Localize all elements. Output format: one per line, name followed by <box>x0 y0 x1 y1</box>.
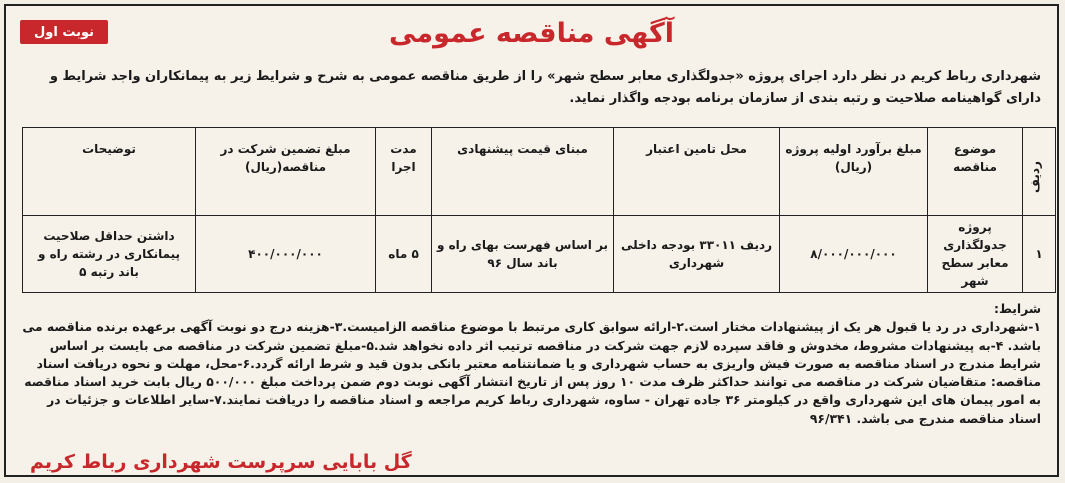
signature: گل بابایی سرپرست شهرداری رباط کریم <box>30 451 412 473</box>
header-guarantee: مبلغ تضمین شرکت در مناقصه(ریال) <box>196 128 376 216</box>
cell-guarantee: ۴۰۰/۰۰۰/۰۰۰ <box>196 216 376 293</box>
intro-paragraph: شهرداری رباط کریم در نظر دارد اجرای پروژه «جدولگذاری معابر سطح شهر» را از طریق مناقصه عمومی به شرح و شرایط زیر به پیمانکاران واجد شرایط و دارای گواهینامه صلاحیت و رتبه بندی از سازمان برنامه بودجه واگذار نماید. <box>49 69 1041 106</box>
notice-title: آگهی مناقصه عمومی <box>389 18 674 49</box>
table-header-row <box>23 128 1056 216</box>
header-funding: محل تامین اعتبار <box>614 128 780 216</box>
conditions-heading: شرایط: <box>993 301 1041 316</box>
cell-price-basis: بر اساس فهرست بهای راه و باند سال ۹۶ <box>432 216 614 293</box>
header-subject: موضوع مناقصه <box>928 128 1023 216</box>
tender-notice <box>4 4 1059 477</box>
cell-subject: پروژه جدولگذاری معابر سطح شهر <box>928 216 1023 293</box>
notice-round-badge: نوبت اول <box>20 20 108 44</box>
cell-notes: داشتن حداقل صلاحیت پیمانکاری در رشته راه و باند رتبه ۵ <box>23 216 196 293</box>
cell-funding: ردیف ۳۳۰۱۱ بودجه داخلی شهرداری <box>614 216 780 293</box>
conditions-section <box>22 300 1041 428</box>
tender-table <box>22 127 1056 293</box>
table-row <box>23 216 1056 293</box>
conditions-text: ۱-شهرداری در رد یا قبول هر یک از پیشنهادات مختار است.۲-ارائه سوابق کاری مرتبط با موضوع مناقصه الزامیست.۳-هزینه درج دو نوبت آگهی برعهده برنده مناقصه می باشد. ۴-به پیشنهادات مشروط، مخدوش و فاقد سپرده لازم جهت شرکت در مناقصه ترتیب اثر داده نخواهد شد.۵-مبلغ تضمین شرکت در مناقصه می بایست بر اساس شرایط مندرج در اسناد مناقصه به صورت فیش واریزی به حساب شهرداری و یا ضمانتنامه معتبر بانکی بدون قید و شرط ارائه گردد.۶-محل، مهلت و نحوه دریافت اسناد مناقصه: متقاضیان شرکت در مناقصه می توانند حداکثر ظرف مدت ۱۰ روز پس از تاریخ انتشار آگهی نوبت دوم ضمن پرداخت مبلغ ۵۰۰/۰۰۰ ریال بابت خرید اسناد مناقصه به امور پیمان های این شهرداری واقع در کیلومتر ۳۶ جاده تهران - ساوه، شهرداری رباط کریم مراجعه و اسناد مناقصه را دریافت نمایند.۷-سایر اطلاعات و جزئیات در اسناد مناقصه مندرج می باشد. ۹۶/۳۴۱ <box>22 319 1041 426</box>
header-row-number: ردیف <box>1023 128 1056 216</box>
header-notes: توضیحات <box>23 128 196 216</box>
cell-estimate: ۸/۰۰۰/۰۰۰/۰۰۰ <box>780 216 928 293</box>
cell-row-number: ۱ <box>1023 216 1056 293</box>
header-estimate: مبلغ برآورد اولیه پروژه (ریال) <box>780 128 928 216</box>
header-duration: مدت اجرا <box>376 128 432 216</box>
cell-duration: ۵ ماه <box>376 216 432 293</box>
header-price-basis: مبنای قیمت پیشنهادی <box>432 128 614 216</box>
